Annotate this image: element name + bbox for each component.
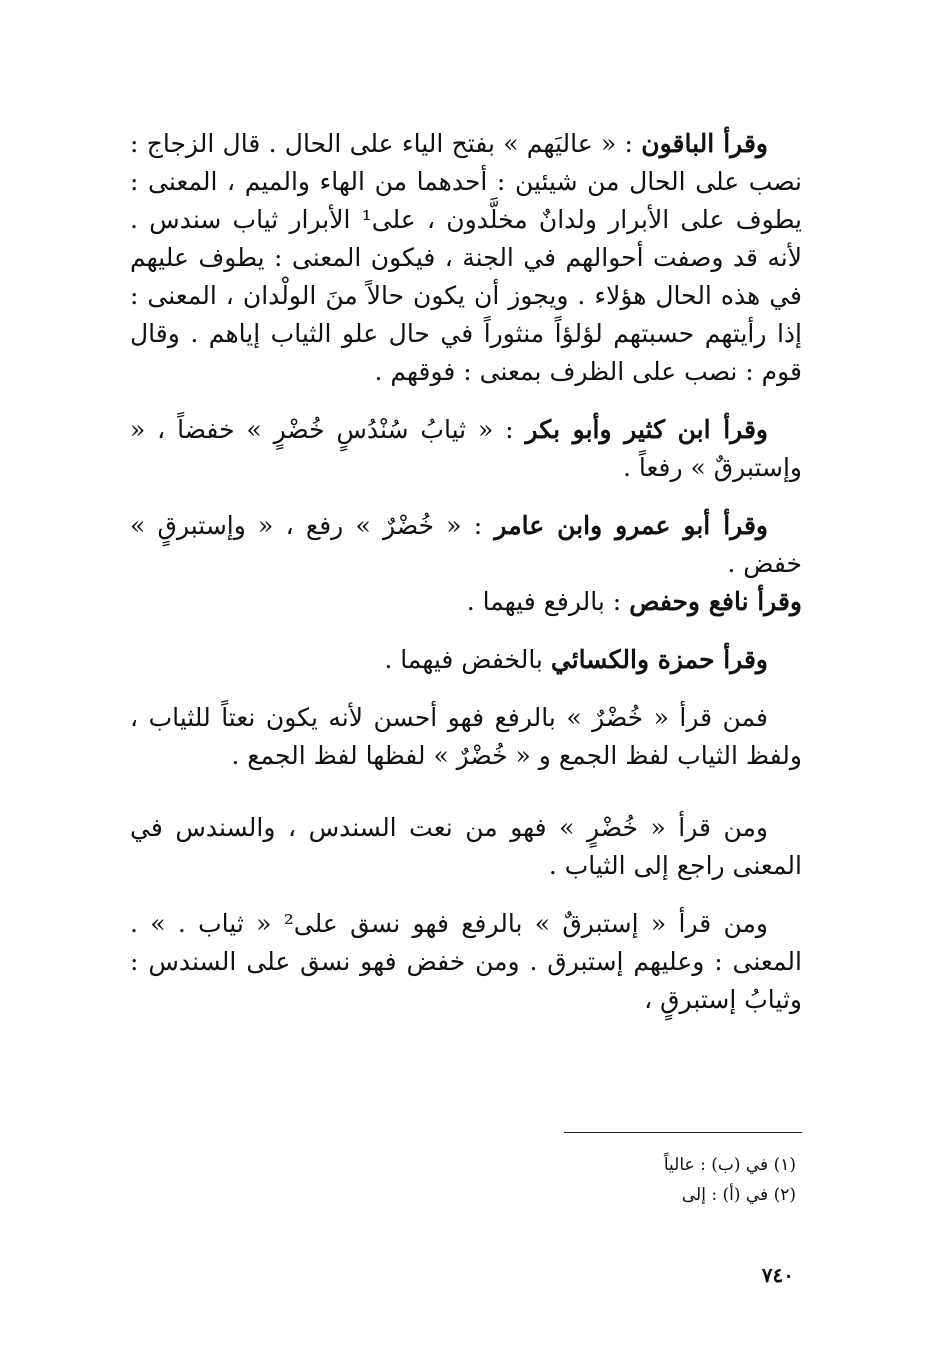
paragraph-2-lead: وقرأ ابن كثير وأبو بكر (525, 415, 768, 444)
footnote-separator (564, 1132, 802, 1133)
paragraph-5-lead: وقرأ حمزة والكسائي (550, 645, 768, 674)
paragraph-4 (130, 583, 802, 621)
page-number: ٧٤٠ (761, 1263, 794, 1287)
paragraph-8 (130, 905, 802, 1019)
footnotes (396, 1150, 796, 1210)
footnote-1: (١) في (ب) : عالياً (663, 1155, 796, 1175)
paragraph-4-text: : بالرفع فيهما . (466, 587, 622, 616)
paragraph-5-text: بالخفض فيهما . (384, 645, 543, 674)
paragraph-6 (130, 699, 802, 775)
paragraph-5 (130, 641, 802, 679)
paragraph-8-text: ومن قرأ « إستبرقٌ » بالرفع فهو نسق على² « ثياب . » . المعنى : وعليهم إستبرق . ومن خفض فهو نسق على السندس : وثيابُ إستبرقٍ ، (130, 909, 802, 1014)
footnote-2: (٢) في (أ) : إلى (681, 1185, 796, 1205)
paragraph-3 (130, 507, 802, 583)
paragraph-3-lead: وقرأ أبو عمرو وابن عامر (494, 511, 768, 540)
paragraph-2-text: : « ثيابُ سُنْدُسٍ خُضْرٍ » خفضاً ، « وإستبرقٌ » رفعاً . (130, 415, 802, 482)
paragraph-1 (130, 125, 802, 391)
paragraph-7 (130, 809, 802, 885)
paragraph-7-text: ومن قرأ « خُضْرٍ » فهو من نعت السندس ، والسندس في المعنى راجع إلى الثياب . (130, 813, 802, 880)
paragraph-1-lead: وقرأ الباقون (641, 129, 769, 158)
paragraph-3-text: : « خُضْرٌ » رفع ، « وإستبرقٍ » خفض . (130, 511, 802, 578)
paragraph-2 (130, 411, 802, 487)
main-text (130, 125, 802, 1019)
paragraph-4-lead: وقرأ نافع وحفص (629, 587, 802, 616)
paragraph-1-text: : « عاليَهم » بفتح الياء على الحال . قال الزجاج : نصب على الحال من شيئين : أحدهما من الهاء والميم ، المعنى : يطوف على الأبرار ولدانٌ مخلَّدون ، على¹ الأبرار ثياب سندس . لأنه قد وصفت أحوالهم في الجنة ، فيكون المعنى : يطوف عليهم في هذه الحال هؤلاء . ويجوز أن يكون حالاً منَ الولْدان ، المعنى : إذا رأيتهم حسبتهم لؤلؤاً منثوراً في حال علو الثياب إياهم . وقال قوم : نصب على الظرف بمعنى : فوقهم . (130, 129, 802, 386)
paragraph-6-text: فمن قرأ « خُضْرٌ » بالرفع فهو أحسن لأنه يكون نعتاً للثياب ، ولفظ الثياب لفظ الجمع و « خُضْرٌ » لفظها لفظ الجمع . (130, 703, 802, 770)
